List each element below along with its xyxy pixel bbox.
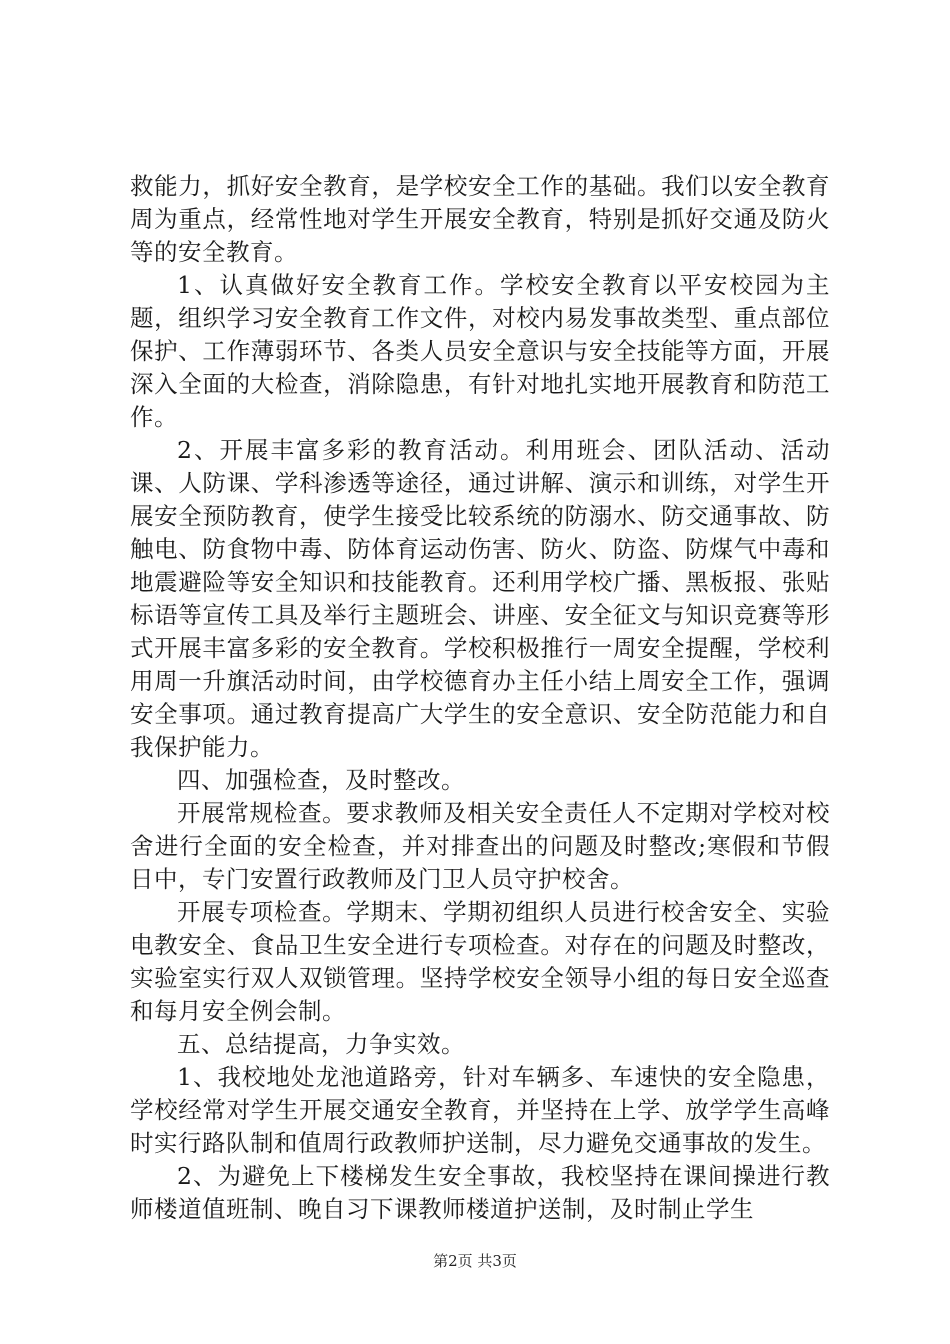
paragraph: 开展常规检查。要求教师及相关安全责任人不定期对学校对校舍进行全面的安全检查，并对排查出的问题及时整改;寒假和节假日中，专门安置行政教师及门卫人员守护校舍。 — [130, 799, 830, 893]
section-heading: 五、总结提高，力争实效。 — [177, 1030, 465, 1058]
paragraph: 开展专项检查。学期末、学期初组织人员进行校舍安全、实验电教安全、食品卫生安全进行专项检查。对存在的问题及时整改，实验室实行双人双锁管理。坚持学校安全领导小组的每日安全巡查和每月安全例会制。 — [130, 898, 830, 1025]
paragraph: 救能力，抓好安全教育，是学校安全工作的基础。我们以安全教育周为重点，经常性地对学生开展安全教育，特别是抓好交通及防火等的安全教育。 — [130, 172, 830, 266]
paragraph: 1、认真做好安全教育工作。学校安全教育以平安校园为主题，组织学习安全教育工作文件，对校内易发事故类型、重点部位保护、工作薄弱环节、各类人员安全意识与安全技能等方面，开展深入全面的大检查，消除隐患，有针对地扎实地开展教育和防范工作。 — [130, 271, 830, 431]
page-number: 第2页 共3页 — [433, 1252, 517, 1270]
section-heading: 四、加强检查，及时整改。 — [177, 766, 465, 794]
paragraph: 2、开展丰富多彩的教育活动。利用班会、团队活动、活动课、人防课、学科渗透等途径，通过讲解、演示和训练，对学生开展安全预防教育，使学生接受比较系统的防溺水、防交通事故、防触电、防食物中毒、防体育运动伤害、防火、防盗、防煤气中毒和地震避险等安全知识和技能教育。还利用学校广播、黑板报、张贴标语等宣传工具及举行主题班会、讲座、安全征文与知识竞赛等形式开展丰富多彩的安全教育。学校积极推行一周安全提醒，学校利用周一升旗活动时间，由学校德育办主任小结上周安全工作，强调安全事项。通过教育提高广大学生的安全意识、安全防范能力和自我保护能力。 — [130, 436, 830, 761]
document-body — [130, 170, 830, 1226]
paragraph: 1、我校地处龙池道路旁，针对车辆多、车速快的安全隐患，学校经常对学生开展交通安全教育，并坚持在上学、放学学生高峰时实行路队制和值周行政教师护送制，尽力避免交通事故的发生。 — [130, 1063, 830, 1157]
paragraph: 2、为避免上下楼梯发生安全事故，我校坚持在课间操进行教师楼道值班制、晚自习下课教师楼道护送制，及时制止学生 — [130, 1162, 830, 1223]
